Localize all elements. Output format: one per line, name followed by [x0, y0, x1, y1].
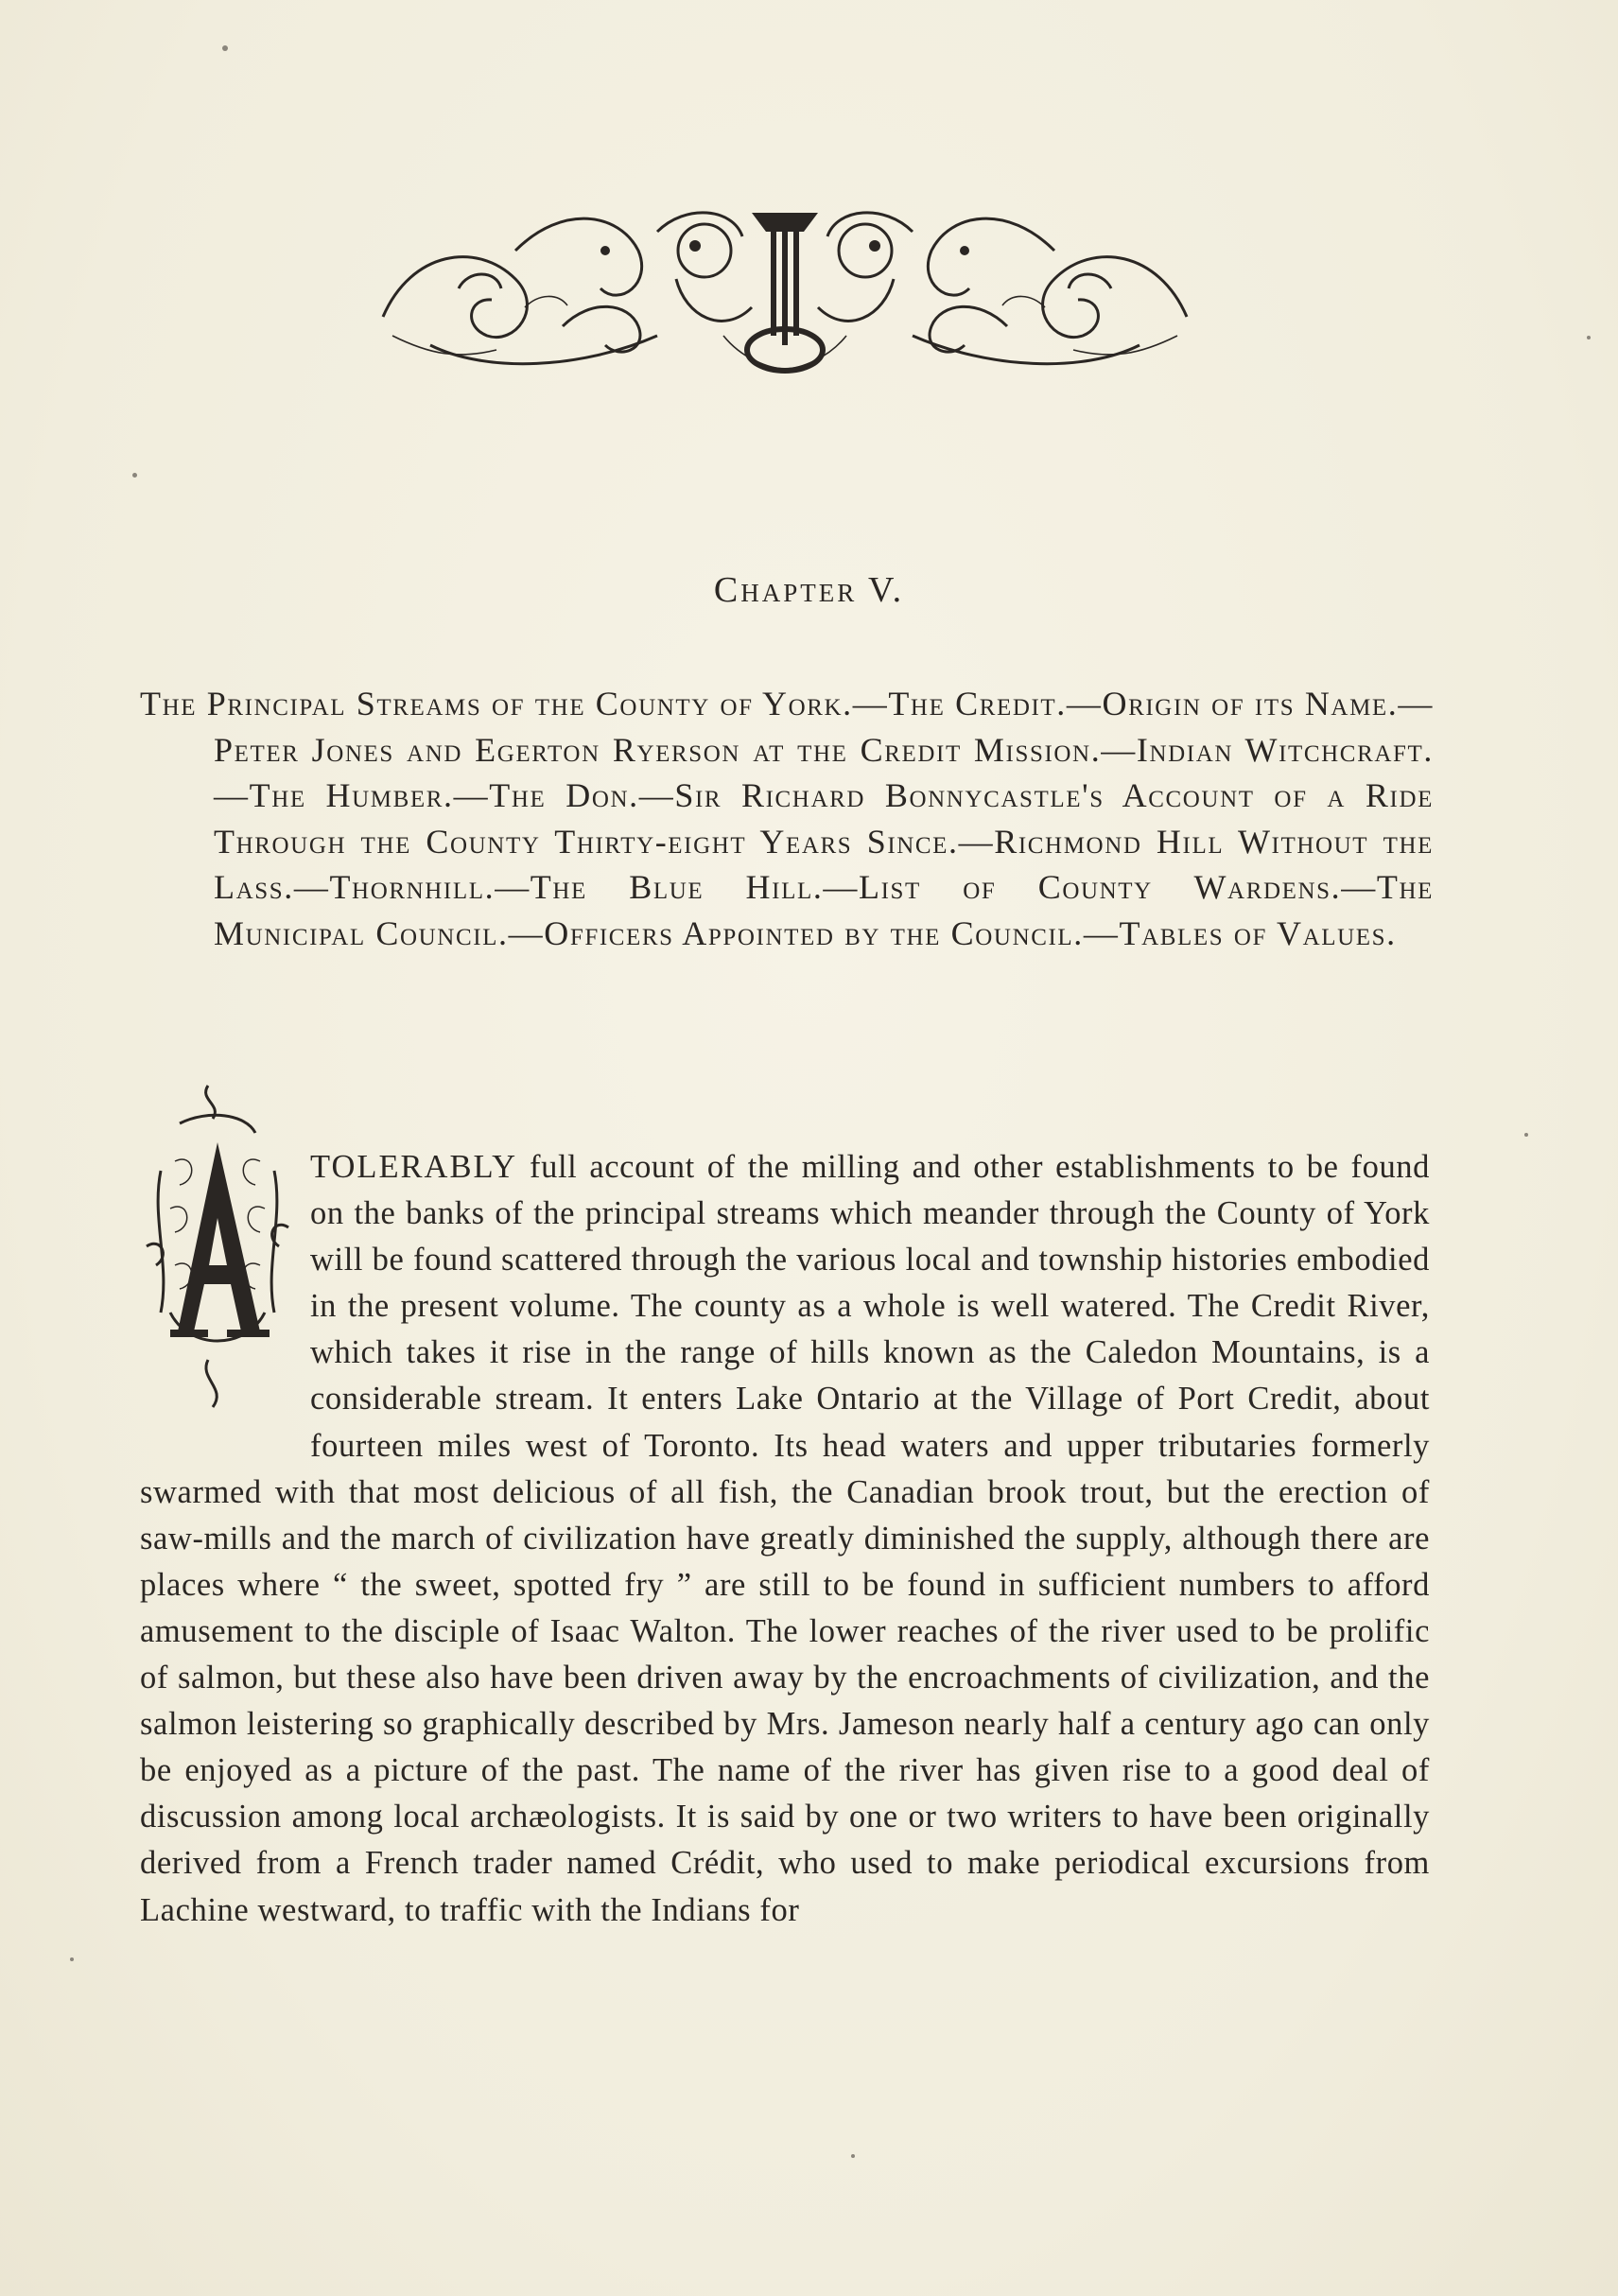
paper-speck [132, 473, 137, 478]
body-paragraph [140, 1144, 1430, 1934]
paper-speck [1587, 336, 1591, 339]
paper-speck [1524, 1133, 1528, 1137]
paper-speck [70, 1957, 74, 1961]
paper-speck [222, 45, 228, 51]
body-text: full account of the milling and other establishments to be found on the banks of the principal streams which meander through the County of York will be found scattered through the various local and township histories embodied in the present volume. The county as a whole is well watered. The Credit River, which takes it rise in the range of hills known as the Caledon Mountains, is a considerable stream. It enters Lake Ontario at the Village of Port Credit, about fourteen miles west of Toronto. Its head waters and upper tributaries formerly swarmed with that most delicious of all fish, the Canadian brook trout, but the erection of saw-mills and the march of civilization have greatly diminished the supply, although there are places where “ the sweet, spotted fry ” are still to be found in sufficient numbers to afford amusement to the disciple of Isaac Walton. The lower reaches of the river used to be prolific of salmon, but these also have been driven away by the encroachments of civilization, and the salmon leistering so graphically described by Mrs. Jameson nearly half a century ago can only be enjoyed as a picture of the past. The name of the river has given rise to a good deal of discussion among local archæologists. It is said by one or two writers to have been originally derived from a French trader named Crédit, who used to make periodical excursions from Lachine westward, to traffic with the Indians for [140, 1149, 1430, 1928]
decorative-headpiece-icon [374, 194, 1196, 383]
chapter-summary: The Principal Streams of the County of York.—The Credit.—Origin of its Name.—Peter Jones and Egerton Ryerson at the Credit Mission.—Indian Witchcraft.—The Humber.—The Don.—Sir Richard Bonnycastle's Account of a Ride Through the County Thirty-eight Years Since.—Richmond Hill Without the Lass.—Thornhill.—The Blue Hill.—List of County Wardens.—The Municipal Council.—Officers Appointed by the Council.—Tables of Values. [140, 685, 1434, 952]
chapter-title: Chapter V. [713, 570, 905, 610]
lead-word: TOLERABLY [310, 1149, 517, 1185]
dropcap-spacer [140, 1144, 310, 1468]
paper-speck [851, 2154, 855, 2158]
